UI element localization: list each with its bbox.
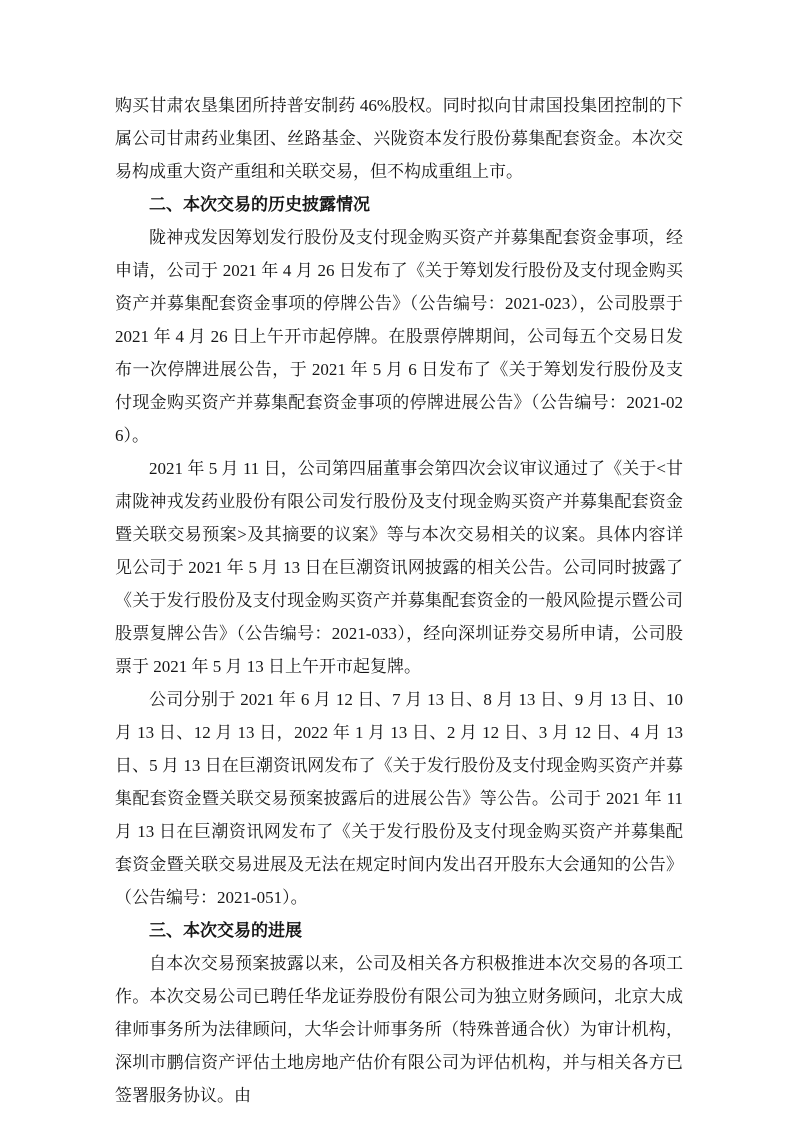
paragraph-suspension-announcements: 陇神戎发因筹划发行股份及支付现金购买资产并募集配套资金事项，经申请，公司于 2021 年 4 月 26 日发布了《关于筹划发行股份及支付现金购买资产并募集配套资金事项的停牌公告》（公告编号：2021-023），公司股票于 2021 年 4 月 26 日上午开市起停牌。在股票停牌期间，公司每五个交易日发布一次停牌进展公告，于 2021 年 5 月 6 日发布了《关于筹划发行股份及支付现金购买资产并募集配套资金事项的停牌进展公告》（公告编号：2021-026）。 (115, 228, 683, 445)
paragraph-continuation-transaction-overview: 购买甘肃农垦集团所持普安制药 46%股权。同时拟向甘肃国投集团控制的下属公司甘肃药业集团、丝路基金、兴陇资本发行股份募集配套资金。本次交易构成重大资产重组和关联交易，但不构成重组上市。 (115, 96, 683, 181)
section-heading-historical-disclosure: 二、本次交易的历史披露情况 (149, 195, 370, 214)
section-heading-transaction-progress: 三、本次交易的进展 (149, 921, 302, 940)
paragraph-intermediaries-engaged: 自本次交易预案披露以来，公司及相关各方积极推进本次交易的各项工作。本次交易公司已聘任华龙证券股份有限公司为独立财务顾问，北京大成律师事务所为法律顾问，大华会计师事务所（特殊普通合伙）为审计机构，深圳市鹏信资产评估土地房地产估价有限公司为评估机构，并与相关各方已签署服务协议。由 (115, 954, 683, 1105)
paragraph-progress-announcements: 公司分别于 2021 年 6 月 12 日、7 月 13 日、8 月 13 日、9 月 13 日、10 月 13 日、12 月 13 日，2022 年 1 月 13 日、2 月 12 日、3 月 12 日、4 月 13 日、5 月 13 日在巨潮资讯网发布了《关于发行股份及支付现金购买资产并募集配套资金暨关联交易预案披露后的进展公告》等公告。公司于 2021 年 11 月 13 日在巨潮资讯网发布了《关于发行股份及支付现金购买资产并募集配套资金暨关联交易进展及无法在规定时间内发出召开股东大会通知的公告》（公告编号：2021-051）。 (115, 690, 683, 907)
paragraph-board-meeting-resumption: 2021 年 5 月 11 日，公司第四届董事会第四次会议审议通过了《关于<甘肃陇神戎发药业股份有限公司发行股份及支付现金购买资产并募集配套资金暨关联交易预案>及其摘要的议案》等与本次交易相关的议案。具体内容详见公司于 2021 年 5 月 13 日在巨潮资讯网披露的相关公告。公司同时披露了《关于发行股份及支付现金购买资产并募集配套资金的一般风险提示暨公司股票复牌公告》（公告编号：2021-033），经向深圳证券交易所申请，公司股票于 2021 年 5 月 13 日上午开市起复牌。 (115, 459, 683, 676)
document-content (115, 89, 683, 1112)
